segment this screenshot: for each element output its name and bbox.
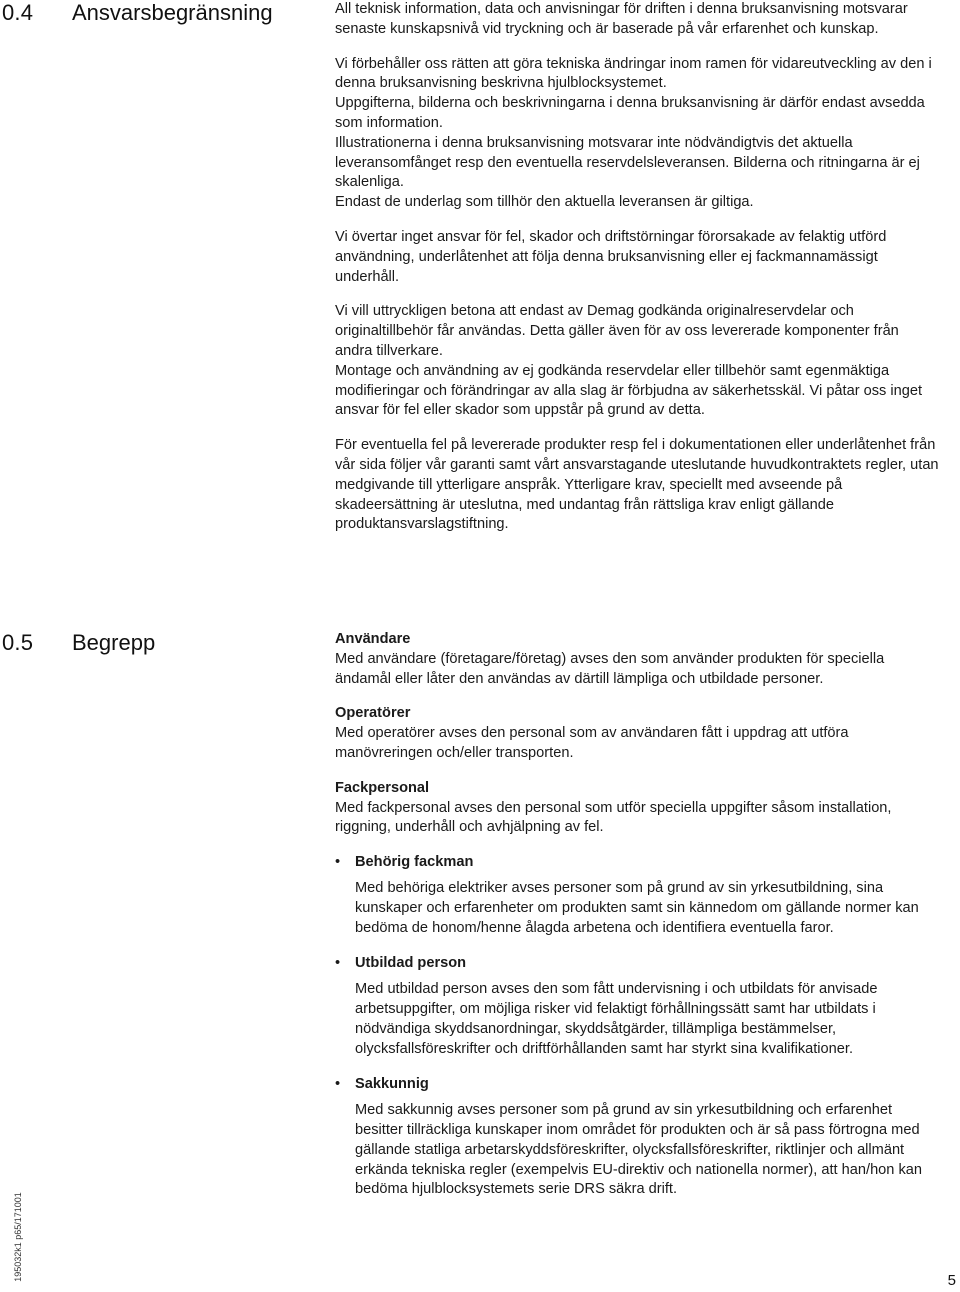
bullet-heading: Sakkunnig	[355, 1076, 429, 1093]
paragraph: Uppgifterna, bilderna och beskrivningarna i denna bruksanvisning är därför endast avsedda som information.	[335, 95, 925, 131]
page-number: 5	[947, 1272, 956, 1289]
section-number: 0.5	[2, 630, 34, 655]
bullet-text: Med sakkunnig avses personer som på grund av sin yrkesutbildning och erfarenhet besitter tillräckliga kunskaper inom området för produkten och är så pass förtrogna med gällande statliga arbetarskyddsföreskrifter, olycksfallsföreskrifter, riktlinjer och allmänt erkända tekniska regler (exempelvis EU-direktiv och nationella normer), att han/hon kan bedöma hjulblocksystemets serie DRS säkra drift.	[355, 1102, 923, 1198]
section-title: Ansvarsbegränsning	[72, 0, 273, 25]
bullet-item	[335, 853, 940, 938]
document-code: 195032k1 p65/171001	[13, 1192, 23, 1282]
term-heading: Fackpersonal	[335, 779, 430, 796]
bullet-text: Med behöriga elektriker avses personer som på grund av sin yrkesutbildning, sina kunskaper och erfarenheter om produkten samt sin kännedom om gällande normer kan bedöma de honom/henne ålagda arbetena och identifiera eventuella faror.	[355, 879, 919, 936]
section-number: 0.4	[2, 0, 34, 25]
paragraph: Vi vill uttryckligen betona att endast av Demag godkända originalreservdelar och originaltillbehör får användas. Detta gäller även för av oss levererade komponenter från andra tillverkare.	[335, 303, 899, 359]
bullet-icon: •	[335, 955, 341, 972]
term-text: Med operatörer avses den personal som av användaren fått i uppdrag att utföra manövreringen och/eller transporten.	[335, 725, 849, 761]
bullet-item	[335, 1075, 940, 1200]
term-heading: Operatörer	[335, 705, 411, 722]
term-text: Med fackpersonal avses den personal som utför speciella uppgifter såsom installation, riggning, underhåll och avhjälpning av fel.	[335, 799, 892, 836]
term-text: Med användare (företagare/företag) avses den som använder produkten för speciella ändamål eller låter den användas av därtill lämpliga och utbildade personer.	[335, 650, 885, 687]
bullet-text: Med utbildad person avses den som fått undervisning i och utbildats för anvisade arbetsuppgifter, om möjliga risker vid felaktigt förhållningssätt samt har utbildats i nödvändiga skyddsanordningar, skyddsåtgärder, tillämpliga bestämmelser, olycksfallsföreskrifter och driftförhållanden samt har styrkt sina kvalifikationer.	[355, 981, 878, 1057]
bullet-heading: Behörig fackman	[355, 854, 474, 871]
section-title: Begrepp	[72, 630, 156, 655]
paragraph: Vi förbehåller oss rätten att göra tekniska ändringar inom ramen för vidareutveckling av den i denna bruksanvisning beskrivna hjulblocksystemet.	[335, 55, 932, 92]
section-body	[335, 0, 940, 535]
bullet-icon: •	[335, 1076, 341, 1093]
paragraph: Illustrationerna i denna bruksanvisning motsvarar inte nödvändigtvis det aktuella leveransomfånget resp den eventuella reservdelsleveransen. Bilderna och ritningarna är ej skalenliga.	[335, 134, 920, 191]
paragraph: För eventuella fel på levererade produkter resp fel i dokumentationen eller underlåtenhet från vår sida följer vår garanti samt vårt ansvarstagande uteslutande huvudkontraktets regler, utan medgivande till ytterligare anspråk. Ytterligare krav, speciellt med avseende på skadeersättning är uteslutna, med undantag från rättsliga krav enligt gällande produktansvarslagstiftning.	[335, 437, 939, 533]
term-definition	[335, 704, 940, 763]
paragraph: Montage och användning av ej godkända reservdelar eller tillbehör samt egenmäktiga modifieringar och förändringar av alla slag är förbjudna av säkerhetsskäl. Vi påtar oss inget ansvar för fel eller skador som uppstår på grund av detta.	[335, 362, 923, 419]
bullet-heading: Utbildad person	[355, 955, 467, 972]
term-definition	[335, 630, 940, 689]
paragraph: All teknisk information, data och anvisningar för driften i denna bruksanvisning motsvarar senaste kunskapsnivå vid tryckning och är baserade på vår erfarenhet och kunskap.	[335, 1, 908, 37]
term-definition	[335, 779, 940, 838]
paragraph: Endast de underlag som tillhör den aktuella leveransen är giltiga.	[335, 194, 754, 211]
definitions-body	[335, 630, 940, 1216]
term-heading: Användare	[335, 631, 411, 647]
bullet-item	[335, 954, 940, 1059]
paragraph: Vi övertar inget ansvar för fel, skador och driftstörningar förorsakade av felaktig utförd användning, underlåtenhet att följa denna bruksanvisning eller ej fackmannamässigt underhåll.	[335, 228, 887, 285]
bullet-icon: •	[335, 854, 341, 871]
